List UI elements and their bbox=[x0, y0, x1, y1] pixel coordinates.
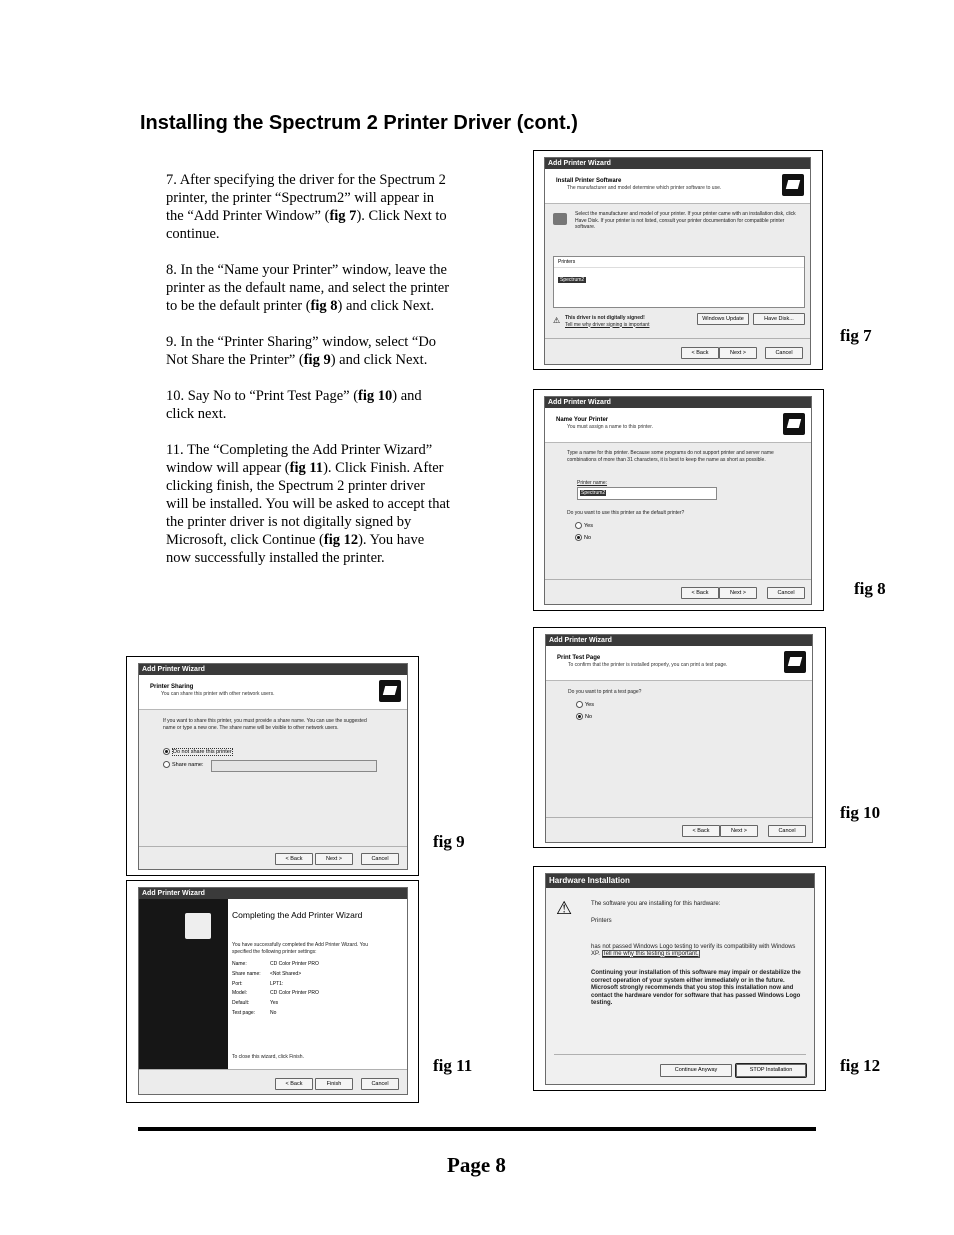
wizard-closing: To close this wizard, click Finish. bbox=[232, 1054, 304, 1060]
separator bbox=[139, 1069, 407, 1070]
settings-row bbox=[232, 980, 319, 990]
instructions bbox=[166, 171, 451, 585]
settings-value: CD Color Printer PRO bbox=[270, 961, 319, 967]
printer-icon bbox=[379, 680, 401, 702]
warning-icon: ⚠ bbox=[553, 316, 561, 325]
page-heading: Installing the Spectrum 2 Printer Driver (cont.) bbox=[140, 112, 578, 134]
wizard-subtitle: You can share this printer with other network users. bbox=[161, 691, 275, 697]
finish-button[interactable]: Finish bbox=[315, 1078, 353, 1090]
default-question: Do you want to use this printer as the default printer? bbox=[567, 510, 685, 516]
wizard-title: Printer Sharing bbox=[150, 684, 194, 690]
caption-fig10: fig 10 bbox=[840, 803, 881, 822]
settings-key: Share name: bbox=[232, 970, 261, 977]
fig7-window bbox=[544, 157, 811, 365]
printers-list[interactable] bbox=[553, 256, 805, 308]
back-button[interactable]: < Back bbox=[681, 587, 719, 599]
hw-device: Printers bbox=[591, 918, 612, 924]
settings-key: Test page: bbox=[232, 1009, 256, 1016]
wizard-body: If you want to share this printer, you must provide a share name. You can use the suggested name or type a new one. The share name will be visible to other network users. bbox=[163, 718, 367, 731]
footer-rule bbox=[138, 1127, 816, 1131]
settings-key: Port: bbox=[232, 980, 243, 987]
cancel-button[interactable]: Cancel bbox=[767, 587, 805, 599]
stop-installation-button[interactable]: STOP Installation bbox=[736, 1064, 806, 1077]
default-yes-radio[interactable]: Yes bbox=[575, 522, 593, 529]
printer-icon bbox=[782, 174, 804, 196]
settings-key: Name: bbox=[232, 961, 247, 967]
wizard-title: Install Printer Software bbox=[556, 178, 622, 184]
fig10-frame bbox=[533, 627, 826, 848]
settings-row bbox=[232, 999, 319, 1009]
cancel-button[interactable]: Cancel bbox=[765, 347, 803, 359]
hw-line2: has not passed Windows Logo testing to verify its compatibility with Windows XP. Tell me why this testing is important. bbox=[591, 944, 796, 957]
cancel-button[interactable]: Cancel bbox=[361, 1078, 399, 1090]
settings-row bbox=[232, 970, 319, 980]
fig11-frame bbox=[126, 880, 419, 1103]
cancel-button[interactable]: Cancel bbox=[361, 853, 399, 865]
window-title: Hardware Installation bbox=[546, 874, 814, 888]
hw-warning: Continuing your installation of this software may impair or destabilize the correct operation of your system either immediately or in the future. Microsoft strongly recommends that you stop this installation now and contact the hardware vendor for software that has passed Windows Logo testing. bbox=[591, 970, 801, 1006]
fig12-frame bbox=[533, 866, 826, 1091]
window-title: Add Printer Wizard bbox=[545, 397, 811, 408]
step-8: 8. In the “Name your Printer” window, leave the printer as the default name, and select the printer to be the default printer (fig 8) and click Next. bbox=[166, 262, 450, 314]
back-button[interactable]: < Back bbox=[275, 853, 313, 865]
wizard-intro: You have successfully completed the Add Printer Wizard. You specified the following printer settings: bbox=[232, 942, 369, 955]
settings-key: Model: bbox=[232, 990, 248, 997]
wizard-title: Completing the Add Printer Wizard bbox=[232, 910, 363, 920]
wizard-title: Name Your Printer bbox=[556, 417, 609, 423]
window-title: Add Printer Wizard bbox=[139, 888, 407, 899]
warning-text: This driver is not digitally signed! Tell me why driver signing is important bbox=[565, 315, 650, 328]
printer-name-label: Printer name: bbox=[577, 480, 608, 486]
caption-fig9: fig 9 bbox=[433, 832, 465, 851]
back-button[interactable]: < Back bbox=[681, 347, 719, 359]
page-number: Page 8 bbox=[447, 1153, 506, 1177]
printer-icon bbox=[784, 651, 806, 673]
have-disk-button[interactable]: Have Disk... bbox=[753, 313, 805, 325]
wizard-side-panel bbox=[139, 899, 228, 1069]
test-page-question: Do you want to print a test page? bbox=[568, 689, 642, 695]
window-title: Add Printer Wizard bbox=[545, 158, 810, 169]
wizard-content bbox=[228, 899, 407, 1069]
separator bbox=[139, 846, 407, 847]
settings-table bbox=[232, 960, 319, 1019]
list-item[interactable]: Spectrum2 bbox=[560, 277, 585, 283]
window-title: Add Printer Wizard bbox=[139, 664, 407, 675]
next-button[interactable]: Next > bbox=[719, 587, 757, 599]
wizard-subtitle: You must assign a name to this printer. bbox=[567, 424, 653, 430]
wizard-body: Select the manufacturer and model of your printer. If your printer came with an installation disk, click Have Disk. If your printer is not listed, consult your printer documentation for compatible printer software. bbox=[575, 211, 796, 230]
fig9-frame bbox=[126, 656, 419, 876]
step-11: 11. The “Completing the Add Printer Wizard” window will appear (fig 11). Click Finish. After clicking finish, the Spectrum 2 printer driver will be installed. You will be asked to accept that the printer driver is not digitally signed by Microsoft, click Continue (fig 12). You have now successfully installed the printer. bbox=[166, 442, 450, 566]
warning-link[interactable]: Tell me why driver signing is important bbox=[565, 321, 650, 328]
settings-key: Default: bbox=[232, 1000, 250, 1007]
settings-value: <Not Shared> bbox=[270, 970, 302, 977]
fig7-frame bbox=[533, 150, 823, 370]
do-not-share-radio[interactable]: Do not share this printer bbox=[163, 748, 233, 755]
test-yes-radio[interactable]: Yes bbox=[576, 701, 594, 708]
fig10-window bbox=[545, 634, 813, 843]
step-10: 10. Say No to “Print Test Page” (fig 10) and click next. bbox=[166, 388, 422, 422]
caption-fig11: fig 11 bbox=[433, 1056, 473, 1075]
printer-icon bbox=[783, 413, 805, 435]
back-button[interactable]: < Back bbox=[682, 825, 720, 837]
printer-small-icon bbox=[553, 213, 567, 225]
next-button[interactable]: Next > bbox=[719, 347, 757, 359]
back-button[interactable]: < Back bbox=[275, 1078, 313, 1090]
fig11-window bbox=[138, 887, 408, 1095]
separator bbox=[545, 338, 810, 339]
continue-anyway-button[interactable]: Continue Anyway bbox=[660, 1064, 732, 1077]
wizard-title: Print Test Page bbox=[557, 655, 601, 661]
settings-value: CD Color Printer PRO bbox=[270, 990, 319, 997]
fig8-window bbox=[544, 396, 812, 605]
printer-name-input[interactable]: Spectrum2 bbox=[577, 487, 717, 500]
settings-value: Yes bbox=[270, 1000, 279, 1007]
separator bbox=[545, 579, 811, 580]
hw-link[interactable]: Tell me why this testing is important. bbox=[602, 950, 699, 957]
next-button[interactable]: Next > bbox=[315, 853, 353, 865]
separator bbox=[546, 817, 812, 818]
hw-line1: The software you are installing for this hardware: bbox=[591, 901, 721, 907]
wizard-header bbox=[545, 408, 811, 443]
settings-value: LPT1: bbox=[270, 980, 284, 987]
wizard-header bbox=[546, 646, 812, 681]
wizard-header bbox=[139, 675, 407, 710]
step-9: 9. In the “Printer Sharing” window, select “Do Not Share the Printer” (fig 9) and click Next. bbox=[166, 334, 437, 368]
settings-row bbox=[232, 989, 319, 999]
test-no-radio[interactable]: No bbox=[576, 713, 592, 720]
fig12-window bbox=[545, 873, 815, 1085]
share-name-radio[interactable]: Share name: bbox=[163, 761, 204, 768]
wizard-subtitle: To confirm that the printer is installed properly, you can print a test page. bbox=[568, 662, 728, 668]
settings-row bbox=[232, 960, 319, 970]
separator bbox=[554, 1054, 806, 1055]
printer-icon bbox=[185, 913, 211, 939]
next-button[interactable]: Next > bbox=[720, 825, 758, 837]
wizard-subtitle: The manufacturer and model determine which printer software to use. bbox=[567, 185, 722, 191]
fig9-window bbox=[138, 663, 408, 870]
warning-icon: ⚠ bbox=[556, 898, 573, 918]
share-name-input[interactable] bbox=[211, 760, 377, 772]
window-title: Add Printer Wizard bbox=[546, 635, 812, 646]
cancel-button[interactable]: Cancel bbox=[768, 825, 806, 837]
caption-fig7: fig 7 bbox=[840, 326, 872, 345]
list-header: Printers bbox=[554, 257, 804, 268]
default-no-radio[interactable]: No bbox=[575, 534, 591, 541]
wizard-header bbox=[545, 169, 810, 204]
step-7: 7. After specifying the driver for the Spectrum 2 printer, the printer “Spectrum2” will appear in the “Add Printer Window” (fig 7). Click Next to continue. bbox=[166, 172, 447, 242]
fig8-frame bbox=[533, 389, 824, 611]
windows-update-button[interactable]: Windows Update bbox=[697, 313, 749, 325]
settings-value: No bbox=[270, 1009, 277, 1016]
caption-fig12: fig 12 bbox=[840, 1056, 881, 1075]
settings-row bbox=[232, 1009, 319, 1019]
caption-fig8: fig 8 bbox=[854, 579, 886, 598]
wizard-body: Type a name for this printer. Because some programs do not support printer and server name combinations of more than 31 characters, it is best to keep the name as short as possible. bbox=[567, 450, 774, 463]
